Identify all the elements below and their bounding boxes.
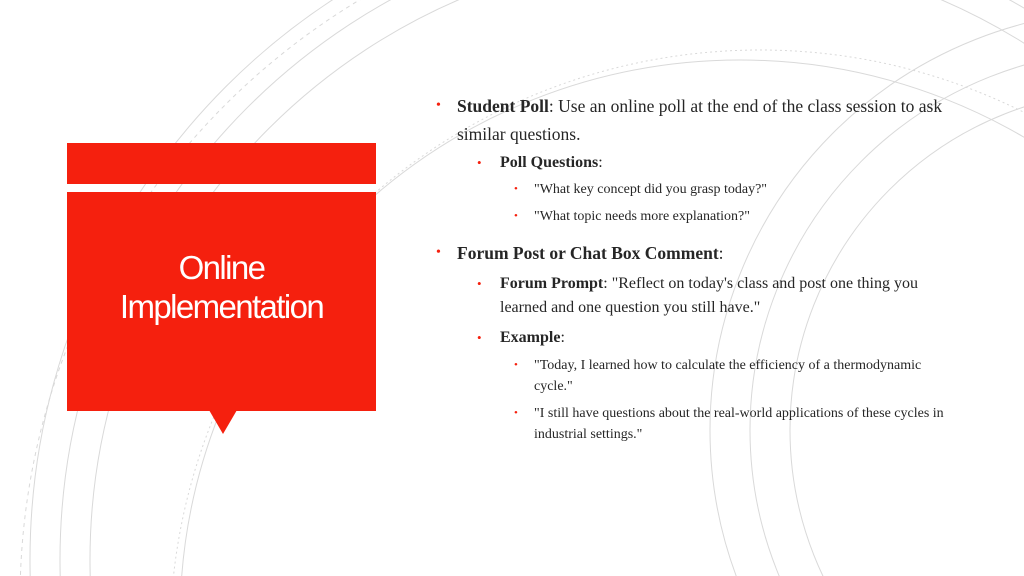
bullet-item [430,92,950,148]
bullet-icon: • [514,407,518,419]
bullet-text: "I still have questions about the real-world applications of these cycles in industrial settings." [534,406,944,442]
bullet-icon: • [477,276,482,291]
bullet-item [430,272,950,320]
bullet-item [430,355,950,397]
bullet-item [430,151,950,175]
bullet-item [430,179,950,200]
bullet-sep: : [598,154,603,171]
bullet-sep: : [560,329,565,346]
bullet-item [430,403,950,445]
bullet-text: "What topic needs more explanation?" [534,209,750,224]
bullet-icon: • [514,183,518,195]
bullet-icon: • [477,330,482,345]
bullet-label: Poll Questions [500,154,599,171]
bullet-text: "Today, I learned how to calculate the efficiency of a thermodynamic cycle." [534,358,922,394]
bullet-icon: • [436,98,441,113]
bullet-icon: • [436,245,441,260]
bullet-label: Example [500,329,561,346]
bullet-text: "What key concept did you grasp today?" [534,182,768,197]
bullet-list [430,92,950,445]
bullet-text: "Reflect on today's class and post one thing you learned and one question you still have." [500,275,918,316]
bullet-icon: • [477,155,482,170]
bullet-label: Student Poll [457,96,549,116]
title-accent-bar [67,143,376,184]
bullet-sep: : [718,243,724,263]
slide-title: Online Implementation [119,248,324,325]
bullet-sep: : [548,96,554,116]
bullet-text: Use an online poll at the end of the class session to ask similar questions. [457,96,943,144]
bullet-item [430,326,950,350]
bullet-item [430,239,950,267]
bullet-item [430,206,950,227]
title-box [67,192,376,411]
bullet-label: Forum Prompt [500,275,604,292]
bullet-label: Forum Post or Chat Box Comment [457,243,719,263]
title-pointer [209,410,237,434]
bullet-icon: • [514,210,518,222]
bullet-icon: • [514,359,518,371]
bullet-sep: : [603,275,608,292]
